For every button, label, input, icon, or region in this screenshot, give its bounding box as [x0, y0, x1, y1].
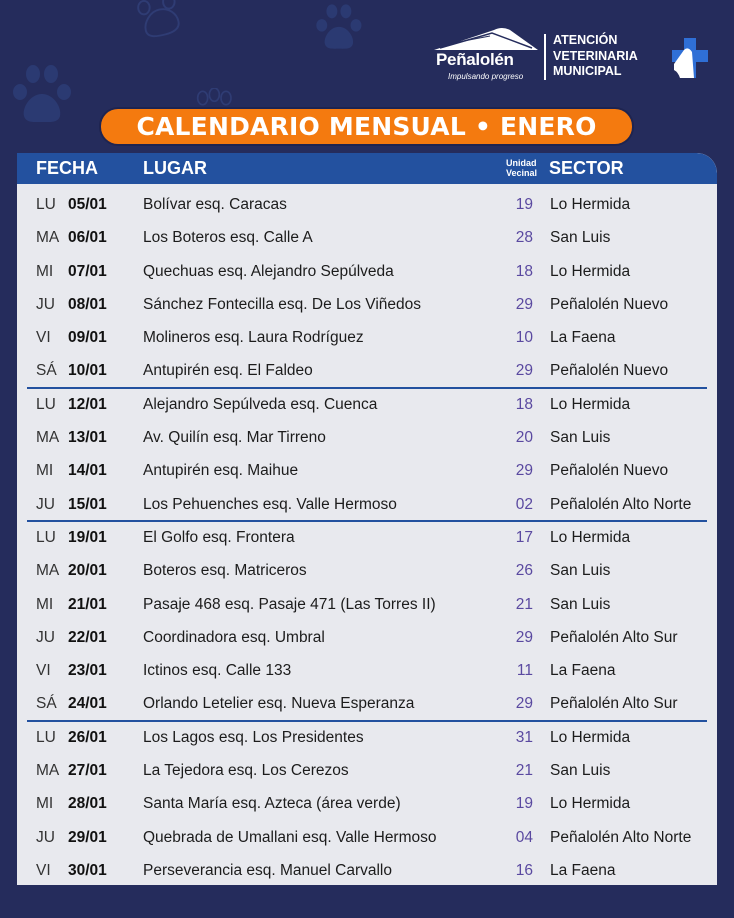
table-row [17, 288, 717, 321]
unidad-vecinal-value: 29 [515, 695, 533, 713]
unidad-vecinal-value: 10 [515, 329, 533, 347]
sector-value: Lo Hermida [550, 196, 631, 213]
unidad-vecinal-value: 02 [515, 495, 533, 513]
unidad-vecinal-value: 16 [515, 861, 533, 879]
place-value: Ictinos esq. Calle 133 [143, 662, 292, 680]
unidad-vecinal-value: 29 [515, 628, 533, 646]
sector-value: Lo Hermida [550, 795, 631, 813]
day-label: VI [36, 662, 51, 680]
sector-value: Peñalolén Alto Sur [550, 695, 678, 713]
title-banner [101, 109, 632, 144]
table-row [17, 488, 717, 521]
table-row [17, 354, 717, 387]
table-row [17, 388, 717, 421]
date-value: 05/01 [68, 196, 107, 213]
schedule-table [17, 153, 717, 885]
table-header [17, 153, 717, 184]
table-body [17, 188, 717, 885]
date-value: 30/01 [68, 861, 107, 879]
date-value: 28/01 [68, 795, 107, 813]
penalolen-logo [432, 26, 540, 86]
sector-value: San Luis [550, 229, 611, 247]
day-label: MA [36, 562, 60, 580]
date-value: 10/01 [68, 362, 107, 380]
table-row [17, 554, 717, 587]
day-label: MA [36, 762, 60, 780]
sector-value: Peñalolén Nuevo [550, 462, 669, 480]
sector-value: Peñalolén Alto Sur [550, 628, 678, 646]
table-row [17, 588, 717, 621]
table-row [17, 221, 717, 254]
day-label: MA [36, 229, 60, 247]
table-row [17, 421, 717, 454]
logo-divider [544, 34, 546, 80]
day-label: MI [36, 262, 54, 280]
paw-print-icon [314, 2, 370, 58]
sector-value: San Luis [550, 595, 611, 613]
day-label: VI [36, 861, 51, 879]
unidad-vecinal-value: 11 [516, 662, 533, 680]
sector-value: San Luis [550, 762, 611, 780]
unidad-vecinal-value: 31 [515, 728, 533, 746]
place-value: Orlando Letelier esq. Nueva Esperanza [143, 695, 415, 713]
date-value: 23/01 [68, 662, 107, 680]
place-value: Bolívar esq. Caracas [143, 196, 287, 213]
table-row [17, 787, 717, 820]
sector-value: Lo Hermida [550, 262, 631, 280]
day-label: MA [36, 429, 60, 447]
table-row [17, 454, 717, 487]
date-value: 19/01 [68, 528, 107, 546]
unidad-vecinal-value: 19 [515, 196, 533, 213]
unidad-vecinal-value: 29 [515, 462, 533, 480]
date-value: 22/01 [68, 628, 107, 646]
unidad-vecinal-value: 21 [515, 762, 533, 780]
place-value: Los Lagos esq. Los Presidentes [143, 728, 364, 746]
place-value: Alejandro Sepúlveda esq. Cuenca [143, 395, 378, 413]
brand-name: Peñalolén [436, 50, 514, 69]
header-sector: SECTOR [549, 158, 624, 178]
unidad-vecinal-value: 29 [515, 295, 533, 313]
header-uv-line-1: Unidad [506, 158, 537, 168]
paw-print-icon [10, 62, 82, 134]
table-row [17, 621, 717, 654]
sector-value: Peñalolén Alto Norte [550, 828, 692, 846]
place-value: Quebrada de Umallani esq. Valle Hermoso [143, 828, 437, 846]
header-uv-line-2: Vecinal [506, 168, 538, 178]
date-value: 08/01 [68, 295, 107, 313]
unidad-vecinal-value: 18 [515, 262, 533, 280]
table-row [17, 687, 717, 720]
paw-outline-icon [130, 0, 200, 46]
table-row [17, 188, 717, 221]
unidad-vecinal-value: 04 [515, 828, 533, 846]
header-fecha: FECHA [36, 158, 98, 178]
unidad-vecinal-value: 18 [515, 395, 533, 413]
date-value: 20/01 [68, 562, 107, 580]
unidad-vecinal-value: 28 [515, 229, 533, 247]
day-label: JU [36, 828, 55, 846]
header-unidad-vecinal [506, 158, 537, 178]
date-value: 21/01 [68, 595, 107, 613]
sector-value: La Faena [550, 662, 616, 680]
page-title: CALENDARIO MENSUAL • ENERO [136, 112, 597, 141]
sector-value: Peñalolén Nuevo [550, 362, 669, 380]
unidad-vecinal-value: 19 [515, 795, 533, 813]
unidad-vecinal-value: 26 [515, 562, 533, 580]
header-lugar: LUGAR [143, 158, 207, 178]
table-row [17, 721, 717, 754]
date-value: 26/01 [68, 728, 107, 746]
table-row [17, 255, 717, 288]
place-value: Los Pehuenches esq. Valle Hermoso [143, 495, 397, 513]
date-value: 29/01 [68, 828, 107, 846]
service-line-3: MUNICIPAL [553, 64, 622, 78]
table-row [17, 321, 717, 354]
service-line-1: ATENCIÓN [553, 33, 618, 47]
pet-cross-icon [670, 38, 708, 78]
date-value: 07/01 [68, 262, 107, 280]
date-value: 13/01 [68, 429, 107, 447]
brand-tagline: Impulsando progreso [448, 72, 524, 81]
sector-value: La Faena [550, 329, 616, 347]
place-value: Molineros esq. Laura Rodríguez [143, 329, 364, 347]
day-label: LU [36, 728, 56, 746]
place-value: Pasaje 468 esq. Pasaje 471 (Las Torres II) [143, 595, 436, 613]
date-value: 27/01 [68, 762, 107, 780]
unidad-vecinal-value: 29 [515, 362, 533, 380]
service-name [553, 33, 638, 80]
day-label: LU [36, 395, 56, 413]
day-label: MI [36, 462, 54, 480]
sector-value: La Faena [550, 861, 616, 879]
day-label: SÁ [36, 362, 57, 380]
unidad-vecinal-value: 17 [515, 528, 533, 546]
place-value: La Tejedora esq. Los Cerezos [143, 762, 349, 780]
sector-value: Lo Hermida [550, 728, 631, 746]
table-row [17, 654, 717, 687]
day-label: MI [36, 795, 54, 813]
table-row [17, 521, 717, 554]
place-value: Santa María esq. Azteca (área verde) [143, 795, 401, 813]
sector-value: Peñalolén Alto Norte [550, 495, 692, 513]
unidad-vecinal-value: 20 [515, 429, 533, 447]
place-value: Antupirén esq. El Faldeo [143, 362, 313, 380]
place-value: El Golfo esq. Frontera [143, 528, 295, 546]
service-line-2: VETERINARIA [553, 48, 638, 63]
table-row [17, 854, 717, 885]
header-logo [432, 26, 712, 86]
sector-value: San Luis [550, 429, 611, 447]
place-value: Coordinadora esq. Umbral [143, 628, 325, 646]
day-label: JU [36, 295, 55, 313]
unidad-vecinal-value: 21 [515, 595, 533, 613]
table-row [17, 821, 717, 854]
date-value: 14/01 [68, 462, 107, 480]
day-label: LU [36, 528, 56, 546]
date-value: 12/01 [68, 395, 107, 413]
sector-value: San Luis [550, 562, 611, 580]
day-label: JU [36, 495, 55, 513]
place-value: Sánchez Fontecilla esq. De Los Viñedos [143, 295, 422, 313]
place-value: Perseverancia esq. Manuel Carvallo [143, 861, 392, 879]
sector-value: Lo Hermida [550, 395, 631, 413]
day-label: LU [36, 196, 56, 213]
place-value: Av. Quilín esq. Mar Tirreno [143, 429, 326, 447]
date-value: 15/01 [68, 495, 107, 513]
date-value: 24/01 [68, 695, 107, 713]
day-label: MI [36, 595, 54, 613]
place-value: Boteros esq. Matriceros [143, 562, 307, 580]
day-label: VI [36, 329, 51, 347]
day-label: SÁ [36, 695, 57, 713]
place-value: Antupirén esq. Maihue [143, 462, 299, 480]
place-value: Los Boteros esq. Calle A [143, 229, 313, 247]
sector-value: Lo Hermida [550, 528, 631, 546]
table-row [17, 754, 717, 787]
place-value: Quechuas esq. Alejandro Sepúlveda [143, 262, 394, 280]
day-label: JU [36, 628, 55, 646]
date-value: 06/01 [68, 229, 107, 247]
sector-value: Peñalolén Nuevo [550, 295, 669, 313]
date-value: 09/01 [68, 329, 107, 347]
